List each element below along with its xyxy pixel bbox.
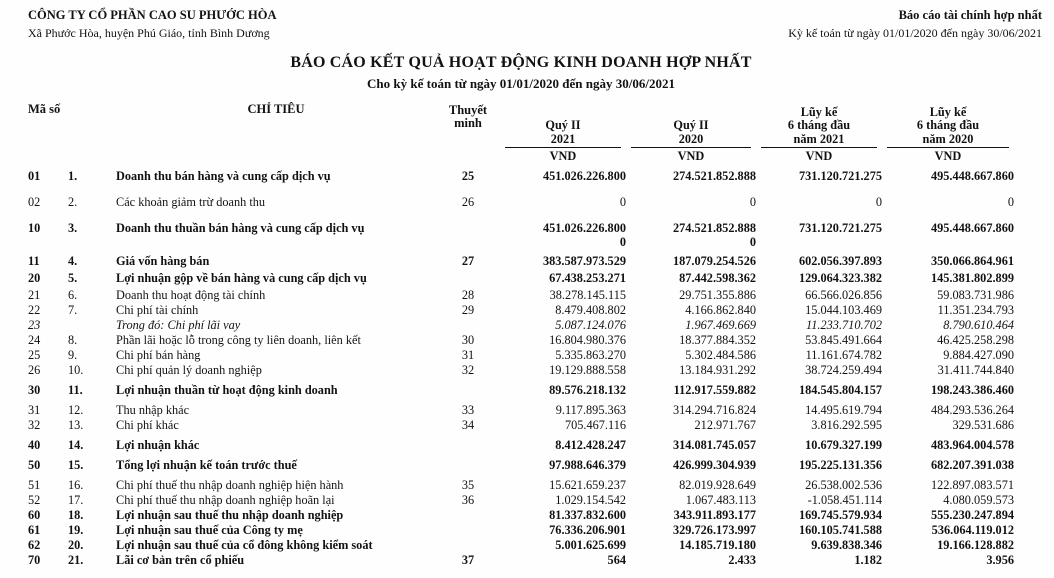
row-value-col1: 451.026.226.800 <box>542 221 626 235</box>
company-name: CÔNG TY CỔ PHẦN CAO SU PHƯỚC HÒA <box>28 8 277 22</box>
row-value-col1: 76.336.206.901 <box>549 523 626 537</box>
row-value-col3: 160.105.741.588 <box>798 523 882 537</box>
row-value-col1: 16.804.980.376 <box>549 333 626 347</box>
table-body <box>28 169 1054 568</box>
row-value-col4: 483.964.004.578 <box>930 438 1014 452</box>
report-subtitle: Cho kỳ kế toán từ ngày 01/01/2020 đến ngày 30/06/2021 <box>367 76 675 91</box>
row-value-col1: 15.621.659.237 <box>549 478 626 492</box>
row-label: Chi phí bán hàng <box>116 348 201 362</box>
row-code: 70 <box>28 553 41 567</box>
row-value-col2: 2.433 <box>728 553 756 567</box>
row-value-col1: 81.337.832.600 <box>549 508 626 522</box>
row-ordinal <box>68 318 116 333</box>
row-value-col2: 87.442.598.362 <box>679 271 756 285</box>
col-header-period-3-title: Lũy kế 6 tháng đầu năm 2021 <box>787 104 851 146</box>
row-value-col1: 97.988.646.379 <box>549 458 626 472</box>
row-value-col2: 1.967.469.669 <box>685 318 756 332</box>
row-value-col4: 8.790.610.464 <box>943 318 1014 332</box>
row-ordinal: 11. <box>68 383 83 397</box>
row-value-col3: 1.182 <box>854 553 882 567</box>
row-label: Chi phí khác <box>116 418 179 432</box>
table-row <box>28 553 1054 568</box>
row-value-col1: 19.129.888.558 <box>549 363 626 377</box>
row-ordinal: 16. <box>68 478 84 492</box>
row-value-col3: 11.161.674.782 <box>805 348 882 362</box>
row-label: Lợi nhuận gộp về bán hàng và cung cấp dịch vụ <box>116 271 367 285</box>
row-code: 51 <box>28 478 41 492</box>
row-ordinal: 17. <box>68 493 84 507</box>
row-label: Lợi nhuận thuần từ hoạt động kinh doanh <box>116 383 338 397</box>
row-value-col4: 19.166.128.882 <box>937 538 1014 552</box>
row-value-col2: 274.521.852.888 <box>672 221 756 235</box>
row-value-col2: 343.911.893.177 <box>673 508 756 522</box>
row-value-col2: 274.521.852.888 <box>672 169 756 183</box>
row-value-col2: 82.019.928.649 <box>679 478 756 492</box>
table-row <box>28 271 1054 286</box>
col-header-unit: VND <box>934 149 962 163</box>
row-value-col3: 169.745.579.934 <box>798 508 882 522</box>
row-value-col3: 195.225.131.356 <box>798 458 882 472</box>
col-header-period-2-title: Quý II 2020 <box>673 118 709 146</box>
row-note: 37 <box>461 553 475 567</box>
row-value-col1: 5.001.625.699 <box>555 538 626 552</box>
row-value-col2: 18.377.884.352 <box>679 333 756 347</box>
row-value-col2: 5.302.484.586 <box>685 348 756 362</box>
row-ordinal: 14. <box>68 438 84 452</box>
table-row <box>28 418 1054 433</box>
col-header-chi-tieu: CHỈ TIÊU <box>247 102 305 116</box>
row-value-col2: 314.081.745.057 <box>672 438 756 452</box>
row-code: 62 <box>28 538 41 552</box>
row-note <box>436 523 500 538</box>
row-value-col1: 383.587.973.529 <box>542 254 626 268</box>
row-note: 33 <box>461 403 475 417</box>
row-value-col4: 495.448.667.860 <box>930 221 1014 235</box>
row-value-col3: 53.845.491.664 <box>805 333 882 347</box>
table-row <box>28 348 1054 363</box>
row-note <box>436 271 500 286</box>
row-note: 29 <box>461 303 475 317</box>
row-label: Các khoản giảm trừ doanh thu <box>116 195 266 209</box>
table-row <box>28 383 1054 398</box>
row-note <box>436 508 500 523</box>
row-value-col3: 14.495.619.794 <box>805 403 882 417</box>
row-value-col3: 731.120.721.275 <box>798 169 882 183</box>
row-ordinal: 1. <box>68 169 78 183</box>
row-ordinal: 2. <box>68 195 78 209</box>
row-value-col2: 329.726.173.997 <box>672 523 756 537</box>
row-code: 31 <box>28 403 41 417</box>
row-value-col3: 602.056.397.893 <box>798 254 882 268</box>
row-value-col2: 4.166.862.840 <box>685 303 756 317</box>
company-address: Xã Phước Hòa, huyện Phú Giáo, tỉnh Bình Dương <box>28 26 270 40</box>
row-note <box>436 318 500 333</box>
row-value-col1: 5.087.124.076 <box>555 318 626 332</box>
document-header-left <box>28 8 277 41</box>
col-header-unit: VND <box>549 149 577 163</box>
row-ordinal: 9. <box>68 348 78 362</box>
row-note <box>436 438 500 453</box>
row-note: 34 <box>461 418 475 432</box>
title-block <box>28 54 1014 92</box>
row-ordinal: 3. <box>68 221 78 235</box>
table-row <box>28 254 1054 269</box>
row-label: Lãi cơ bản trên cổ phiếu <box>116 553 245 567</box>
row-note: 28 <box>461 288 475 302</box>
row-value-col2: 187.079.254.526 <box>672 254 756 268</box>
row-label: Tổng lợi nhuận kế toán trước thuế <box>116 458 297 472</box>
row-value-col1: 5.335.863.270 <box>555 348 626 362</box>
row-value-col1: 89.576.218.132 <box>549 383 626 397</box>
row-ordinal: 19. <box>68 523 84 537</box>
col-header-unit: VND <box>677 149 705 163</box>
table-row <box>28 288 1054 303</box>
row-code: 20 <box>28 271 41 285</box>
row-value-col4: 9.884.427.090 <box>943 348 1014 362</box>
row-ordinal: 21. <box>68 553 84 567</box>
row-value-col4: 350.066.864.961 <box>930 254 1014 268</box>
row-value-col4: 329.531.686 <box>952 418 1014 432</box>
row-code: 32 <box>28 418 41 432</box>
row-ordinal: 15. <box>68 458 84 472</box>
col-header-period-2 <box>626 102 756 164</box>
row-ordinal: 5. <box>68 271 78 285</box>
row-note <box>436 383 500 398</box>
subrow-value-col3 <box>756 236 882 249</box>
row-value-col2: 0 <box>749 195 756 209</box>
row-note <box>436 221 500 236</box>
row-value-col2: 14.185.719.180 <box>679 538 756 552</box>
table-row <box>28 478 1054 493</box>
row-label: Giá vốn hàng bán <box>116 254 210 268</box>
row-ordinal: 10. <box>68 363 84 377</box>
row-value-col2: 426.999.304.939 <box>672 458 756 472</box>
row-label: Chi phí thuế thu nhập doanh nghiệp hiện hành <box>116 478 344 492</box>
table-row <box>28 318 1054 333</box>
col-header-period-1-title: Quý II 2021 <box>545 118 581 146</box>
table-row <box>28 195 1054 210</box>
row-label: Phần lãi hoặc lỗ trong công ty liên doanh, liên kết <box>116 333 361 347</box>
row-value-col4: 122.897.083.571 <box>930 478 1014 492</box>
row-value-col4: 59.083.731.986 <box>937 288 1014 302</box>
table-subrow <box>28 236 1054 249</box>
table-row <box>28 403 1054 418</box>
row-ordinal: 6. <box>68 288 78 302</box>
table-row <box>28 538 1054 553</box>
row-ordinal: 13. <box>68 418 84 432</box>
row-code: 50 <box>28 458 41 472</box>
row-value-col4: 3.956 <box>986 553 1014 567</box>
row-code: 61 <box>28 523 41 537</box>
table-header-row <box>28 102 1054 164</box>
col-header-unit: VND <box>805 149 833 163</box>
row-value-col4: 145.381.802.899 <box>930 271 1014 285</box>
row-ordinal: 12. <box>68 403 84 417</box>
row-value-col4: 495.448.667.860 <box>930 169 1014 183</box>
row-code: 24 <box>28 333 41 347</box>
row-value-col1: 8.412.428.247 <box>555 438 626 452</box>
col-header-period-4 <box>882 102 1014 164</box>
row-code: 60 <box>28 508 41 522</box>
row-value-col4: 555.230.247.894 <box>930 508 1014 522</box>
row-value-col3: 184.545.804.157 <box>798 383 882 397</box>
table-row <box>28 523 1054 538</box>
row-label: Chi phí thuế thu nhập doanh nghiệp hoãn lại <box>116 493 335 507</box>
row-value-col2: 13.184.931.292 <box>679 363 756 377</box>
row-value-col1: 705.467.116 <box>564 418 626 432</box>
row-value-col3: 9.639.838.346 <box>811 538 882 552</box>
row-note <box>436 458 500 473</box>
table-row <box>28 458 1054 473</box>
row-label: Doanh thu hoạt động tài chính <box>116 288 266 302</box>
row-value-col1: 8.479.408.802 <box>555 303 626 317</box>
row-value-col3: 66.566.026.856 <box>805 288 882 302</box>
row-label: Chi phí tài chính <box>116 303 199 317</box>
row-value-col3: 731.120.721.275 <box>798 221 882 235</box>
col-header-thuyet-minh: Thuyết minh <box>448 103 488 130</box>
col-header-period-1 <box>500 102 626 164</box>
table-row <box>28 438 1054 453</box>
row-code: 21 <box>28 288 41 302</box>
row-value-col4: 484.293.536.264 <box>930 403 1014 417</box>
row-label: Lợi nhuận khác <box>116 438 200 452</box>
row-code: 26 <box>28 363 41 377</box>
table-row <box>28 493 1054 508</box>
row-code: 02 <box>28 195 41 209</box>
row-code: 22 <box>28 303 41 317</box>
row-value-col2: 1.067.483.113 <box>685 493 756 507</box>
income-statement-table <box>28 102 1054 568</box>
row-value-col4: 682.207.391.038 <box>930 458 1014 472</box>
row-code: 30 <box>28 383 41 397</box>
row-value-col4: 11.351.234.793 <box>937 303 1014 317</box>
row-value-col1: 38.278.145.115 <box>549 288 626 302</box>
row-code: 52 <box>28 493 41 507</box>
row-ordinal: 18. <box>68 508 84 522</box>
row-note: 27 <box>461 254 475 268</box>
row-value-col3: 10.679.327.199 <box>805 438 882 452</box>
row-note: 31 <box>461 348 475 362</box>
col-header-rule <box>631 147 751 148</box>
row-value-col1: 564 <box>607 553 626 567</box>
col-header-rule <box>505 147 621 148</box>
document-header <box>28 8 1054 41</box>
row-ordinal: 20. <box>68 538 84 552</box>
row-value-col3: 129.064.323.382 <box>798 271 882 285</box>
row-value-col3: 3.816.292.595 <box>811 418 882 432</box>
row-code: 25 <box>28 348 41 362</box>
row-value-col3: -1.058.451.114 <box>807 493 882 507</box>
row-value-col2: 212.971.767 <box>694 418 756 432</box>
row-ordinal: 4. <box>68 254 78 268</box>
row-value-col3: 11.233.710.702 <box>806 318 882 332</box>
col-header-period-4-title: Lũy kế 6 tháng đầu năm 2020 <box>916 104 980 146</box>
subrow-value-col2: 0 <box>749 235 756 249</box>
row-value-col4: 0 <box>1007 195 1014 209</box>
row-value-col1: 0 <box>619 195 626 209</box>
row-code: 10 <box>28 221 41 235</box>
row-value-col4: 536.064.119.012 <box>931 523 1014 537</box>
row-label: Doanh thu thuần bán hàng và cung cấp dịch vụ <box>116 221 365 235</box>
row-code: 11 <box>28 254 40 268</box>
row-note: 32 <box>461 363 475 377</box>
row-label: Lợi nhuận sau thuế của Công ty mẹ <box>116 523 303 537</box>
row-note: 30 <box>461 333 475 347</box>
table-row <box>28 169 1054 184</box>
col-header-rule <box>761 147 877 148</box>
row-label: Doanh thu bán hàng và cung cấp dịch vụ <box>116 169 331 183</box>
row-ordinal: 8. <box>68 333 78 347</box>
table-row <box>28 333 1054 348</box>
row-ordinal: 7. <box>68 303 78 317</box>
row-value-col1: 9.117.895.363 <box>555 403 626 417</box>
row-value-col3: 38.724.259.494 <box>805 363 882 377</box>
row-value-col4: 31.411.744.840 <box>937 363 1014 377</box>
table-row <box>28 508 1054 523</box>
row-value-col3: 15.044.103.469 <box>805 303 882 317</box>
subrow-value-col1: 0 <box>619 235 626 249</box>
row-label: Chi phí quản lý doanh nghiệp <box>116 363 262 377</box>
row-value-col2: 29.751.355.886 <box>679 288 756 302</box>
table-row <box>28 221 1054 236</box>
row-label: Thu nhập khác <box>116 403 190 417</box>
row-value-col1: 1.029.154.542 <box>555 493 626 507</box>
row-note: 26 <box>461 195 475 209</box>
report-type: Báo cáo tài chính hợp nhất <box>898 8 1042 22</box>
table-row <box>28 363 1054 378</box>
table-row <box>28 303 1054 318</box>
row-code: 01 <box>28 169 41 183</box>
row-label: Trong đó: Chi phí lãi vay <box>116 318 241 332</box>
row-value-col1: 67.438.253.271 <box>549 271 626 285</box>
row-value-col3: 26.538.002.536 <box>805 478 882 492</box>
row-label: Lợi nhuận sau thuế của cổ đông không kiểm soát <box>116 538 373 552</box>
document-header-right <box>788 8 1042 41</box>
row-code: 23 <box>28 318 41 332</box>
row-value-col2: 314.294.716.824 <box>672 403 756 417</box>
subrow-value-col4 <box>882 236 1014 249</box>
col-header-period-3 <box>756 102 882 164</box>
row-value-col3: 0 <box>875 195 882 209</box>
row-note: 25 <box>461 169 475 183</box>
row-value-col4: 46.425.258.298 <box>937 333 1014 347</box>
row-note: 36 <box>461 493 475 507</box>
row-value-col2: 112.917.559.882 <box>673 383 756 397</box>
report-title: BÁO CÁO KẾT QUẢ HOẠT ĐỘNG KINH DOANH HỢP NHẤT <box>290 54 752 71</box>
row-value-col4: 4.080.059.573 <box>943 493 1014 507</box>
row-value-col1: 451.026.226.800 <box>542 169 626 183</box>
row-note: 35 <box>461 478 475 492</box>
col-header-rule <box>887 147 1009 148</box>
row-note <box>436 538 500 553</box>
row-value-col4: 198.243.386.460 <box>930 383 1014 397</box>
col-header-ma-so: Mã số <box>28 102 61 116</box>
row-label: Lợi nhuận sau thuế thu nhập doanh nghiệp <box>116 508 344 522</box>
report-period: Kỳ kế toán từ ngày 01/01/2020 đến ngày 30/06/2021 <box>788 26 1042 40</box>
row-code: 40 <box>28 438 41 452</box>
